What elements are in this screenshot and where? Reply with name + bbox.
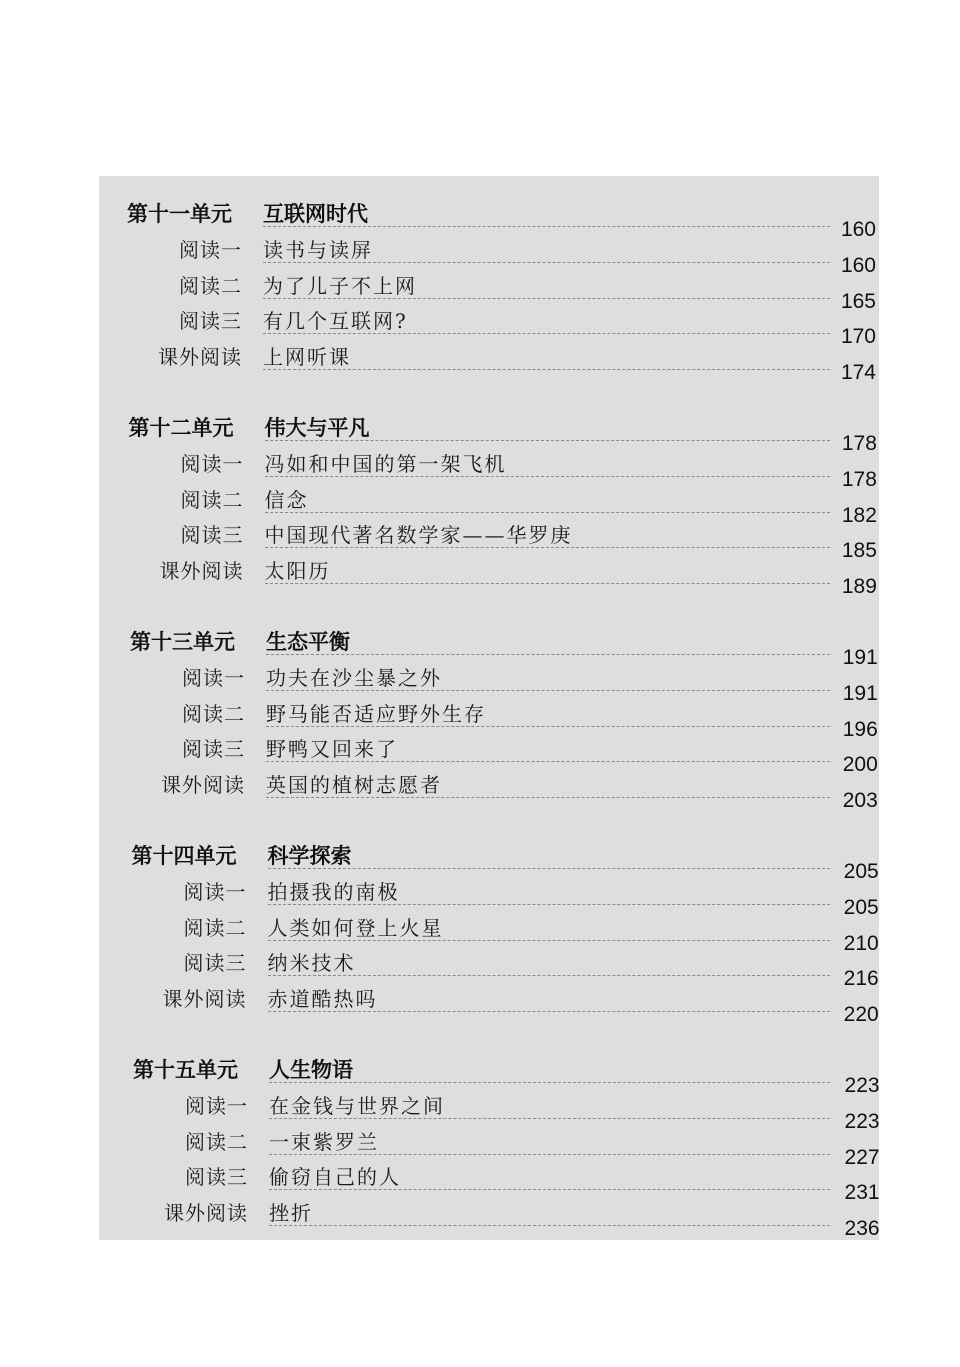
- unit-number: 第十二单元: [128, 416, 234, 440]
- unit-number: 第十一单元: [127, 202, 232, 226]
- lesson-label: 阅读二: [182, 701, 245, 726]
- lesson-entry[interactable]: [0, 339, 960, 385]
- lesson-entry[interactable]: [0, 731, 960, 777]
- lesson-label: 阅读三: [182, 737, 245, 762]
- dot-leader: [266, 761, 830, 762]
- page-number: 191: [842, 646, 878, 669]
- page-number: 223: [844, 1109, 880, 1133]
- page-number: 203: [842, 789, 878, 813]
- lesson-title: 纳米技术: [267, 951, 356, 976]
- page-number: 205: [843, 895, 879, 919]
- unit-title: 人生物语: [269, 1058, 353, 1082]
- dot-leader: [265, 440, 831, 441]
- lesson-title: 野马能否适应野外生存: [266, 701, 486, 726]
- lesson-label: 阅读三: [183, 951, 247, 976]
- dot-leader: [263, 333, 830, 334]
- lesson-label: 阅读一: [179, 237, 242, 262]
- lesson-entry[interactable]: [0, 553, 960, 599]
- page-number: 236: [844, 1217, 880, 1241]
- unit-number: 第十三单元: [130, 630, 235, 654]
- dot-leader: [268, 1011, 831, 1012]
- lesson-label: 阅读三: [180, 523, 244, 548]
- unit-entry[interactable]: [0, 838, 960, 883]
- lesson-title: 人类如何登上火星: [267, 915, 444, 940]
- page-number: 191: [842, 681, 878, 705]
- unit-title: 互联网时代: [263, 202, 368, 226]
- lesson-label: 阅读一: [183, 879, 247, 904]
- lesson-title: 在金钱与世界之间: [269, 1093, 445, 1118]
- dot-leader: [269, 1082, 830, 1083]
- dot-leader: [265, 512, 831, 513]
- lesson-entry[interactable]: [0, 1159, 960, 1205]
- lesson-title: 信念: [264, 487, 309, 512]
- lesson-title: 赤道酷热吗: [267, 987, 378, 1012]
- lesson-entry[interactable]: [0, 268, 960, 313]
- dot-leader: [268, 940, 831, 941]
- dot-leader: [263, 262, 830, 263]
- page-number: 160: [840, 218, 876, 241]
- unit-entry[interactable]: [0, 1052, 960, 1097]
- page-number: 170: [840, 325, 876, 349]
- unit-entry[interactable]: [0, 624, 960, 669]
- unit-title: 生态平衡: [266, 630, 350, 654]
- dot-leader: [265, 583, 831, 584]
- lesson-entry[interactable]: [0, 696, 960, 741]
- dot-leader: [269, 1154, 830, 1155]
- page-number: 216: [843, 967, 879, 991]
- lesson-entry[interactable]: [0, 767, 960, 813]
- lesson-title: 读书与读屏: [263, 237, 373, 262]
- dot-leader: [263, 369, 830, 370]
- page-number: 189: [841, 575, 877, 599]
- dot-leader: [266, 797, 830, 798]
- dot-leader: [263, 226, 830, 227]
- lesson-entry[interactable]: [0, 482, 960, 527]
- page-number: 165: [840, 289, 876, 313]
- lesson-entry[interactable]: [0, 1124, 960, 1169]
- lesson-entry[interactable]: [0, 945, 960, 991]
- page-number: 160: [840, 253, 876, 277]
- dot-leader: [266, 654, 830, 655]
- lesson-label: 阅读二: [185, 1129, 248, 1154]
- lesson-entry[interactable]: [0, 874, 960, 919]
- lesson-title: 有几个互联网?: [263, 309, 408, 334]
- page-number: 178: [841, 432, 877, 455]
- page-number: 174: [840, 361, 876, 385]
- unit-entry[interactable]: [0, 410, 960, 455]
- lesson-title: 上网听课: [263, 345, 351, 370]
- lesson-title: 挫折: [269, 1201, 313, 1226]
- lesson-entry[interactable]: [0, 1195, 960, 1241]
- dot-leader: [269, 1118, 830, 1119]
- dot-leader: [266, 726, 830, 727]
- lesson-title: 为了儿子不上网: [263, 273, 417, 298]
- page-number: 220: [843, 1003, 879, 1027]
- page-number: 185: [841, 539, 877, 563]
- lesson-label: 阅读三: [179, 309, 242, 334]
- dot-leader: [269, 1225, 830, 1226]
- lesson-title: 偷窃自己的人: [269, 1165, 401, 1190]
- page-number: 196: [842, 717, 878, 741]
- unit-title: 伟大与平凡: [264, 416, 370, 440]
- lesson-entry[interactable]: [0, 910, 960, 955]
- lesson-title: 一束紫罗兰: [269, 1129, 379, 1154]
- dot-leader: [265, 547, 831, 548]
- lesson-title: 野鸭又回来了: [266, 737, 398, 762]
- lesson-title: 太阳历: [264, 559, 331, 584]
- lesson-label: 阅读一: [180, 451, 244, 476]
- lesson-label: 阅读二: [180, 487, 244, 512]
- unit-number: 第十四单元: [131, 844, 237, 868]
- lesson-label: 阅读一: [185, 1093, 248, 1118]
- dot-leader: [268, 975, 831, 976]
- page-number: 210: [843, 931, 879, 955]
- lesson-entry[interactable]: [0, 1088, 960, 1133]
- lesson-label: 阅读三: [185, 1165, 248, 1190]
- page-number: 200: [842, 753, 878, 777]
- unit-title: 科学探索: [267, 844, 352, 868]
- lesson-label: 课外阅读: [162, 987, 247, 1012]
- page-number: 205: [843, 860, 879, 883]
- page-number: 182: [841, 503, 877, 527]
- dot-leader: [266, 690, 830, 691]
- dot-leader: [265, 476, 831, 477]
- dot-leader: [268, 904, 831, 905]
- lesson-title: 冯如和中国的第一架飞机: [264, 451, 507, 476]
- lesson-title: 英国的植树志愿者: [266, 773, 442, 798]
- dot-leader: [269, 1189, 830, 1190]
- lesson-entry[interactable]: [0, 981, 960, 1027]
- page-number: 227: [844, 1145, 880, 1169]
- page-number: 231: [844, 1181, 880, 1205]
- page-number: 223: [844, 1074, 880, 1097]
- lesson-label: 阅读一: [182, 665, 245, 690]
- lesson-label: 课外阅读: [161, 773, 245, 798]
- unit-entry[interactable]: [0, 196, 960, 241]
- lesson-title: 功夫在沙尘暴之外: [266, 665, 442, 690]
- lesson-entry[interactable]: [0, 660, 960, 705]
- unit-number: 第十五单元: [133, 1058, 238, 1082]
- lesson-title: 中国现代著名数学家——华罗庚: [264, 523, 573, 548]
- lesson-label: 阅读二: [179, 273, 242, 298]
- lesson-label: 课外阅读: [159, 559, 244, 584]
- dot-leader: [268, 868, 831, 869]
- lesson-entry[interactable]: [0, 517, 960, 563]
- page-number: 178: [841, 467, 877, 491]
- lesson-entry[interactable]: [0, 303, 960, 349]
- lesson-label: 课外阅读: [158, 345, 242, 370]
- lesson-entry[interactable]: [0, 446, 960, 491]
- lesson-title: 拍摄我的南极: [267, 879, 400, 904]
- lesson-entry[interactable]: [0, 232, 960, 277]
- dot-leader: [263, 298, 830, 299]
- lesson-label: 阅读二: [183, 915, 247, 940]
- lesson-label: 课外阅读: [164, 1201, 248, 1226]
